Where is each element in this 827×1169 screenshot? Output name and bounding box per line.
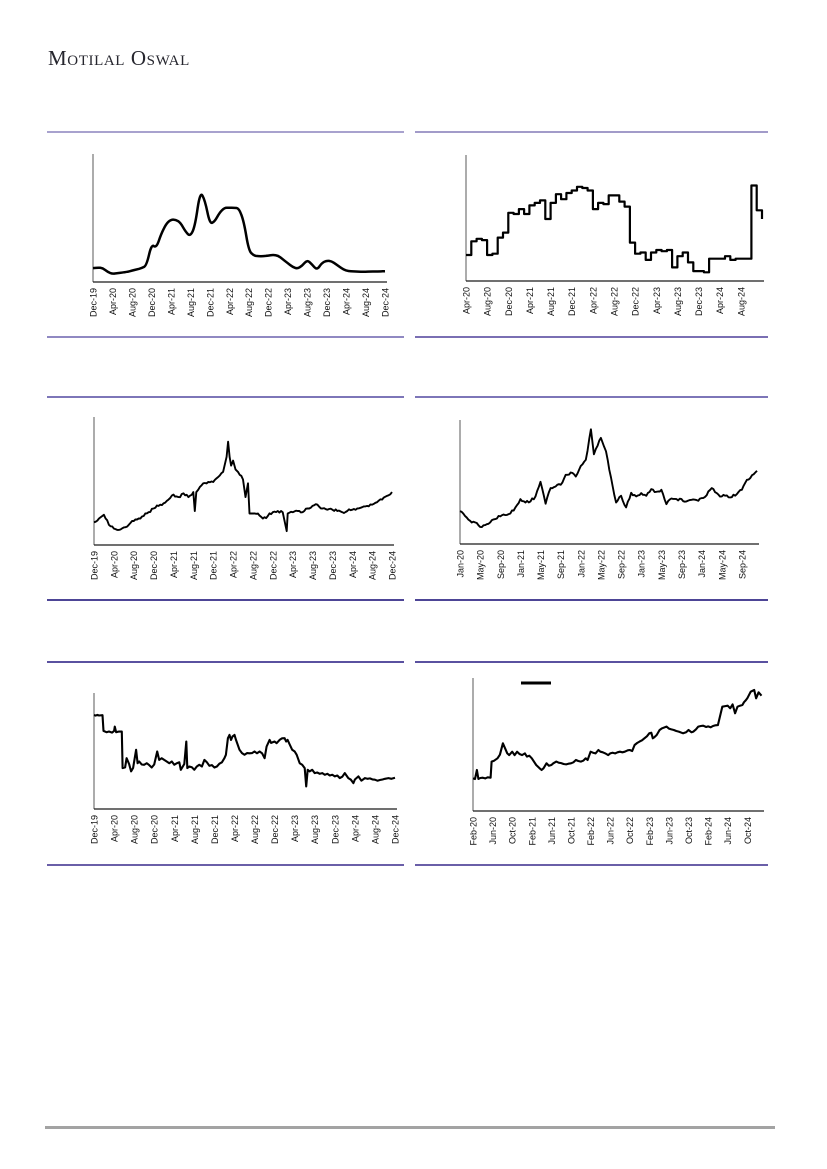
- svg-text:Dec-21: Dec-21: [205, 288, 216, 318]
- svg-text:Dec-23: Dec-23: [694, 287, 705, 317]
- svg-text:Jun-21: Jun-21: [546, 817, 557, 845]
- svg-text:Dec-21: Dec-21: [208, 551, 219, 581]
- chart-block-top-right: [415, 131, 768, 338]
- line-chart-bottom-right: [415, 663, 768, 860]
- svg-text:Dec-24: Dec-24: [390, 815, 401, 845]
- svg-text:May-20: May-20: [475, 550, 486, 581]
- svg-text:Dec-24: Dec-24: [387, 551, 398, 581]
- svg-text:Apr-21: Apr-21: [524, 287, 535, 315]
- svg-text:Dec-20: Dec-20: [503, 287, 514, 317]
- svg-text:Apr-23: Apr-23: [290, 815, 301, 843]
- svg-text:Aug-20: Aug-20: [129, 551, 140, 581]
- chart-block-middle-right: [415, 396, 768, 601]
- svg-text:Apr-21: Apr-21: [168, 551, 179, 579]
- svg-text:Aug-22: Aug-22: [609, 287, 620, 317]
- svg-text:Apr-21: Apr-21: [166, 288, 177, 316]
- svg-text:Aug-21: Aug-21: [188, 551, 199, 581]
- line-chart-bottom-left: [47, 663, 404, 860]
- svg-text:Aug-22: Aug-22: [250, 815, 261, 845]
- svg-text:Aug-23: Aug-23: [302, 288, 313, 318]
- svg-text:Dec-19: Dec-19: [89, 815, 100, 845]
- svg-text:Jun-22: Jun-22: [605, 817, 616, 845]
- brand-name: Motilal Oswal: [48, 46, 190, 70]
- svg-text:Dec-20: Dec-20: [146, 288, 157, 318]
- svg-text:Feb-21: Feb-21: [527, 817, 538, 846]
- svg-text:Dec-22: Dec-22: [263, 288, 274, 318]
- svg-text:Aug-21: Aug-21: [189, 815, 200, 845]
- svg-text:Aug-23: Aug-23: [672, 287, 683, 317]
- svg-text:Sep-24: Sep-24: [737, 550, 748, 580]
- svg-text:Aug-23: Aug-23: [308, 551, 319, 581]
- svg-text:Oct-20: Oct-20: [507, 817, 518, 845]
- svg-text:Jun-23: Jun-23: [664, 817, 675, 845]
- svg-text:Dec-19: Dec-19: [89, 551, 100, 581]
- svg-text:Aug-20: Aug-20: [127, 288, 138, 318]
- svg-text:Aug-24: Aug-24: [370, 815, 381, 845]
- svg-text:Apr-23: Apr-23: [651, 287, 662, 315]
- svg-text:Feb-24: Feb-24: [703, 817, 714, 846]
- svg-text:Aug-22: Aug-22: [244, 288, 255, 318]
- svg-text:Apr-24: Apr-24: [350, 815, 361, 843]
- svg-text:Apr-23: Apr-23: [283, 288, 294, 316]
- svg-text:Apr-23: Apr-23: [288, 551, 299, 579]
- svg-text:Dec-23: Dec-23: [322, 288, 333, 318]
- svg-text:Aug-20: Aug-20: [129, 815, 140, 845]
- svg-text:Apr-20: Apr-20: [109, 815, 120, 843]
- svg-text:Apr-24: Apr-24: [715, 287, 726, 315]
- svg-text:Dec-21: Dec-21: [209, 815, 220, 845]
- svg-text:Jan-20: Jan-20: [455, 550, 466, 578]
- svg-text:Feb-20: Feb-20: [468, 817, 479, 846]
- svg-text:Aug-24: Aug-24: [367, 551, 378, 581]
- svg-text:Apr-22: Apr-22: [229, 815, 240, 843]
- svg-text:Jun-20: Jun-20: [488, 817, 499, 845]
- svg-text:Oct-21: Oct-21: [566, 817, 577, 845]
- chart-block-middle-left: [47, 396, 404, 601]
- svg-text:Feb-23: Feb-23: [644, 817, 655, 846]
- svg-text:Oct-24: Oct-24: [742, 817, 753, 845]
- svg-text:Apr-20: Apr-20: [461, 287, 472, 315]
- svg-text:Aug-22: Aug-22: [248, 551, 259, 581]
- svg-text:Dec-20: Dec-20: [149, 815, 160, 845]
- line-chart-top-right: [415, 133, 768, 332]
- svg-text:Apr-24: Apr-24: [341, 288, 352, 316]
- svg-text:Dec-23: Dec-23: [330, 815, 341, 845]
- svg-text:May-23: May-23: [656, 550, 667, 581]
- svg-text:Apr-20: Apr-20: [107, 288, 118, 316]
- chart-block-bottom-right: [415, 661, 768, 866]
- svg-text:Apr-22: Apr-22: [224, 288, 235, 316]
- svg-text:Oct-23: Oct-23: [684, 817, 695, 845]
- svg-text:Aug-21: Aug-21: [185, 288, 196, 318]
- svg-text:Jan-21: Jan-21: [515, 550, 526, 578]
- svg-text:Dec-23: Dec-23: [327, 551, 338, 581]
- svg-text:Aug-21: Aug-21: [546, 287, 557, 317]
- svg-text:May-24: May-24: [717, 550, 728, 581]
- svg-text:Aug-23: Aug-23: [310, 815, 321, 845]
- svg-text:Dec-24: Dec-24: [380, 288, 391, 318]
- svg-text:Apr-22: Apr-22: [228, 551, 239, 579]
- svg-text:May-22: May-22: [596, 550, 607, 581]
- svg-text:Dec-21: Dec-21: [567, 287, 578, 317]
- svg-text:Dec-22: Dec-22: [630, 287, 641, 317]
- svg-text:Jan-22: Jan-22: [576, 550, 587, 578]
- svg-text:Apr-20: Apr-20: [109, 551, 120, 579]
- svg-text:Jun-24: Jun-24: [723, 817, 734, 845]
- svg-text:Aug-24: Aug-24: [361, 288, 372, 318]
- svg-text:Feb-22: Feb-22: [586, 817, 597, 846]
- chart-block-top-left: [47, 131, 404, 338]
- line-chart-middle-right: [415, 398, 768, 595]
- svg-text:Sep-23: Sep-23: [676, 550, 687, 580]
- svg-text:Sep-20: Sep-20: [495, 550, 506, 580]
- svg-text:Dec-20: Dec-20: [149, 551, 160, 581]
- chart-block-bottom-left: [47, 661, 404, 866]
- svg-text:Apr-21: Apr-21: [169, 815, 180, 843]
- svg-text:Jan-23: Jan-23: [636, 550, 647, 578]
- svg-text:Apr-22: Apr-22: [588, 287, 599, 315]
- svg-text:Apr-24: Apr-24: [347, 551, 358, 579]
- svg-text:Dec-19: Dec-19: [88, 288, 99, 318]
- svg-text:Aug-20: Aug-20: [482, 287, 493, 317]
- svg-text:Aug-24: Aug-24: [736, 287, 747, 317]
- svg-text:Dec-22: Dec-22: [268, 551, 279, 581]
- motilal-oswal-logo: [48, 46, 190, 71]
- svg-text:Jan-24: Jan-24: [697, 550, 708, 578]
- svg-text:Oct-22: Oct-22: [625, 817, 636, 845]
- svg-text:May-21: May-21: [536, 550, 547, 581]
- svg-text:Dec-22: Dec-22: [270, 815, 281, 845]
- svg-text:Sep-22: Sep-22: [616, 550, 627, 580]
- line-chart-middle-left: [47, 398, 404, 595]
- footer-divider-line: [45, 1126, 775, 1129]
- svg-text:Sep-21: Sep-21: [556, 550, 567, 580]
- line-chart-top-left: [47, 133, 404, 332]
